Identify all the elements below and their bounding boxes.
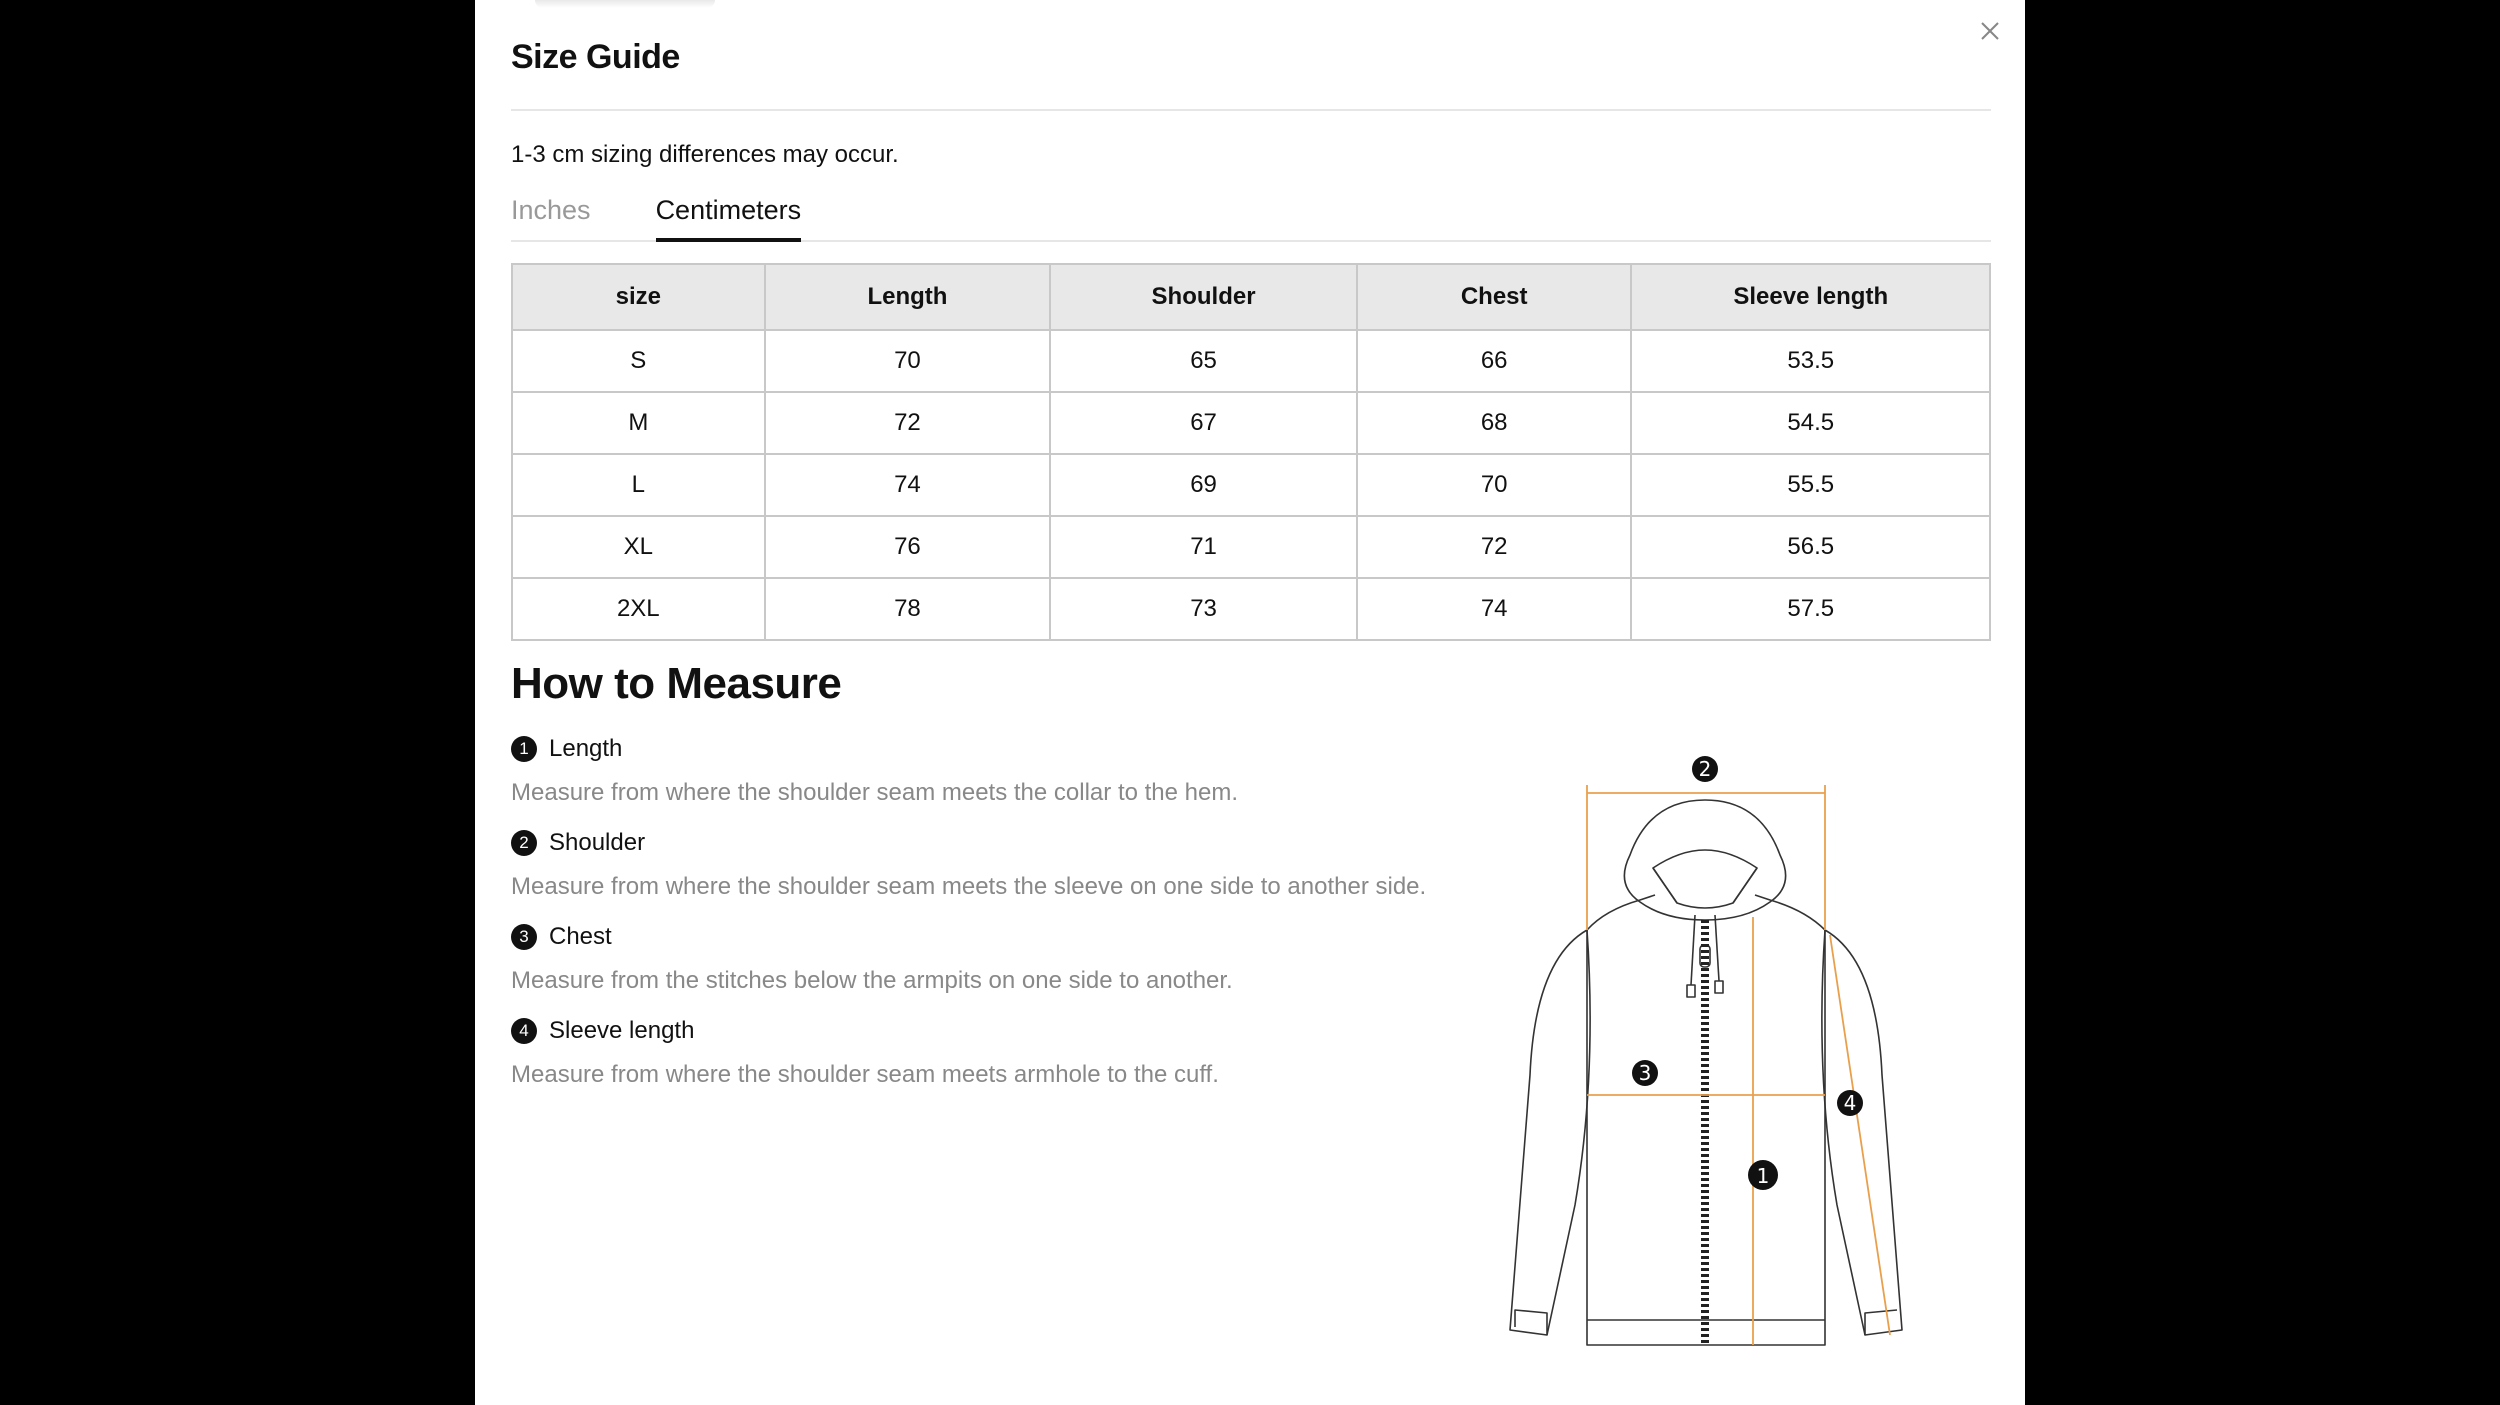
cell-chest: 72 [1357,516,1632,578]
table-row [512,516,1990,578]
header-sleeve-length: Sleeve length [1631,264,1990,330]
measure-name: Sleeve length [549,1017,695,1044]
measure-description: Measure from where the shoulder seam meets armhole to the cuff. [511,1061,1219,1088]
header-shoulder: Shoulder [1050,264,1357,330]
size-table [511,263,1991,641]
close-button[interactable] [1977,18,2003,44]
cell-shoulder: 69 [1050,454,1357,516]
table-row [512,578,1990,640]
cell-shoulder: 67 [1050,392,1357,454]
number-badge: 3 [511,924,537,950]
header-size: size [512,264,765,330]
marker-3: 3 [1638,1061,1652,1085]
measure-item-shoulder [511,826,1471,920]
cell-length: 74 [765,454,1051,516]
cell-shoulder: 73 [1050,578,1357,640]
cell-chest: 70 [1357,454,1632,516]
marker-1: 1 [1756,1164,1770,1188]
cell-size: S [512,330,765,392]
tab-inches[interactable]: Inches [511,195,591,225]
size-guide-modal [475,0,2025,1405]
header-length: Length [765,264,1051,330]
measure-list [511,732,1471,1108]
cell-shoulder: 65 [1050,330,1357,392]
how-to-measure-title: How to Measure [511,659,842,708]
header-chest: Chest [1357,264,1632,330]
table-row [512,392,1990,454]
cell-size: M [512,392,765,454]
marker-4: 4 [1843,1091,1857,1115]
modal-title: Size Guide [511,38,680,76]
unit-tabs [511,190,1991,242]
measure-item-chest [511,920,1471,1014]
cell-size: L [512,454,765,516]
number-badge: 1 [511,736,537,762]
table-header-row [512,264,1990,330]
measure-name: Chest [549,923,612,950]
measure-description: Measure from where the shoulder seam meets the collar to the hem. [511,779,1239,806]
cell-chest: 68 [1357,392,1632,454]
cell-length: 72 [765,392,1051,454]
sizing-note: 1-3 cm sizing differences may occur. [511,141,899,168]
cell-chest: 66 [1357,330,1632,392]
hoodie-diagram [1505,745,1995,1365]
table-row [512,454,1990,516]
cell-sleeve-length: 53.5 [1631,330,1990,392]
close-icon [1977,18,2003,44]
cell-length: 76 [765,516,1051,578]
measure-name: Length [549,735,623,762]
measure-description: Measure from where the shoulder seam meets the sleeve on one side to another side. [511,873,1427,900]
cell-chest: 74 [1357,578,1632,640]
modal-top-shadow [535,0,715,8]
tab-centimeters[interactable]: Centimeters [656,190,802,242]
cell-sleeve-length: 54.5 [1631,392,1990,454]
table-row [512,330,1990,392]
cell-size: XL [512,516,765,578]
number-badge: 4 [511,1018,537,1044]
cell-size: 2XL [512,578,765,640]
measure-description: Measure from the stitches below the armpits on one side to another. [511,967,1233,994]
cell-sleeve-length: 57.5 [1631,578,1990,640]
cell-length: 78 [765,578,1051,640]
measure-name: Shoulder [549,829,646,856]
cell-sleeve-length: 56.5 [1631,516,1990,578]
cell-length: 70 [765,330,1051,392]
cell-sleeve-length: 55.5 [1631,454,1990,516]
marker-2: 2 [1698,757,1712,781]
measure-item-length [511,732,1471,826]
hoodie-diagram-icon [1505,745,1995,1365]
number-badge: 2 [511,830,537,856]
title-divider [511,109,1991,111]
cell-shoulder: 71 [1050,516,1357,578]
measure-item-sleeve-length [511,1014,1471,1108]
